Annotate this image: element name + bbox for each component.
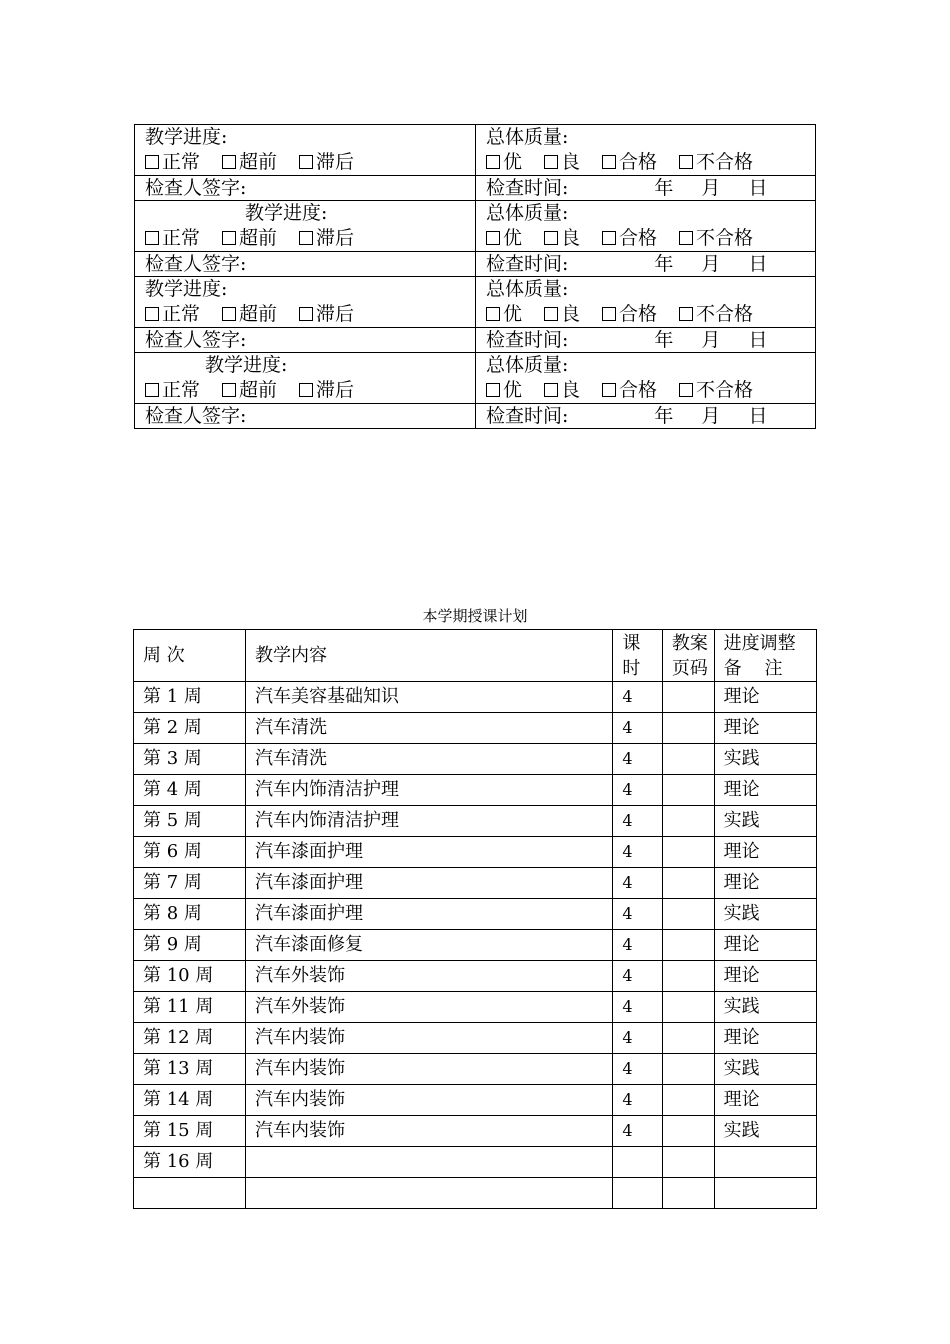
note-cell: 理论 xyxy=(714,682,816,713)
plan-row xyxy=(134,992,817,1023)
signer-cell[interactable] xyxy=(135,176,476,201)
checkbox-option[interactable] xyxy=(299,226,354,250)
inspection-sign-row xyxy=(135,404,816,429)
checkbox-icon[interactable] xyxy=(602,307,616,321)
week-cell xyxy=(134,1178,246,1209)
inspection-sign-row xyxy=(135,252,816,277)
progress-cell xyxy=(135,277,476,328)
check-time-cell[interactable] xyxy=(476,328,816,353)
plan-row xyxy=(134,930,817,961)
checkbox-option-label: 合格 xyxy=(619,227,658,249)
week-cell: 第 13 周 xyxy=(134,1054,246,1085)
checkbox-option[interactable] xyxy=(679,226,753,250)
checkbox-option[interactable] xyxy=(602,226,657,250)
checkbox-option[interactable] xyxy=(602,302,657,326)
hours-cell xyxy=(613,1147,663,1178)
page-cell xyxy=(662,1147,714,1178)
checkbox-option[interactable] xyxy=(299,150,354,174)
checkbox-option-label: 良 xyxy=(561,379,581,401)
note-cell: 实践 xyxy=(714,1116,816,1147)
header-hours-line1: 课 xyxy=(622,633,641,654)
checkbox-option-label: 不合格 xyxy=(696,379,754,401)
checkbox-option[interactable] xyxy=(544,302,580,326)
inspection-block-row xyxy=(135,201,816,252)
signer-cell[interactable] xyxy=(135,328,476,353)
year-label: 年 xyxy=(654,405,674,427)
checkbox-option-label: 优 xyxy=(503,303,523,325)
page-cell xyxy=(662,1023,714,1054)
signer-label: 检查人签字: xyxy=(145,253,247,275)
quality-label: 总体质量: xyxy=(486,126,569,148)
hours-cell: 4 xyxy=(613,682,663,713)
plan-row xyxy=(134,744,817,775)
note-cell: 实践 xyxy=(714,1054,816,1085)
content-cell: 汽车清洗 xyxy=(246,713,613,744)
plan-row xyxy=(134,1178,817,1209)
checkbox-option[interactable] xyxy=(544,150,580,174)
checkbox-icon[interactable] xyxy=(299,383,313,397)
plan-row xyxy=(134,1023,817,1054)
quality-options xyxy=(486,302,815,327)
week-cell: 第 9 周 xyxy=(134,930,246,961)
checkbox-option-label: 不合格 xyxy=(696,303,754,325)
week-cell: 第 1 周 xyxy=(134,682,246,713)
checkbox-icon[interactable] xyxy=(544,307,558,321)
checkbox-option-label: 合格 xyxy=(619,379,658,401)
week-cell: 第 7 周 xyxy=(134,868,246,899)
check-time-label: 检查时间: xyxy=(486,253,569,275)
checkbox-option-label: 滞后 xyxy=(316,227,355,249)
content-cell: 汽车清洗 xyxy=(246,744,613,775)
note-cell: 理论 xyxy=(714,868,816,899)
checkbox-option[interactable] xyxy=(145,302,200,326)
quality-cell xyxy=(476,201,816,252)
quality-label: 总体质量: xyxy=(486,354,569,376)
plan-row xyxy=(134,961,817,992)
plan-row xyxy=(134,1147,817,1178)
checkbox-icon[interactable] xyxy=(486,155,500,169)
note-cell: 理论 xyxy=(714,961,816,992)
page-cell xyxy=(662,899,714,930)
note-cell xyxy=(714,1147,816,1178)
checkbox-option-label: 优 xyxy=(503,151,523,173)
checkbox-icon[interactable] xyxy=(544,155,558,169)
week-cell: 第 6 周 xyxy=(134,837,246,868)
checkbox-option[interactable] xyxy=(145,378,200,402)
checkbox-option[interactable] xyxy=(602,378,657,402)
checkbox-option-label: 良 xyxy=(561,227,581,249)
quality-cell xyxy=(476,353,816,404)
check-time-cell[interactable] xyxy=(476,176,816,201)
quality-options xyxy=(486,226,815,251)
quality-label: 总体质量: xyxy=(486,202,569,224)
header-page-line1: 教案 xyxy=(671,633,708,654)
hours-cell: 4 xyxy=(613,868,663,899)
hours-cell xyxy=(613,1178,663,1209)
week-cell: 第 3 周 xyxy=(134,744,246,775)
checkbox-icon[interactable] xyxy=(222,231,236,245)
plan-row xyxy=(134,837,817,868)
checkbox-option[interactable] xyxy=(544,226,580,250)
checkbox-icon[interactable] xyxy=(602,383,616,397)
checkbox-option[interactable] xyxy=(145,150,200,174)
checkbox-icon[interactable] xyxy=(222,155,236,169)
progress-cell xyxy=(135,125,476,176)
checkbox-icon[interactable] xyxy=(222,383,236,397)
content-cell: 汽车漆面护理 xyxy=(246,868,613,899)
plan-row xyxy=(134,713,817,744)
page-cell xyxy=(662,961,714,992)
week-cell: 第 10 周 xyxy=(134,961,246,992)
week-cell: 第 4 周 xyxy=(134,775,246,806)
plan-row xyxy=(134,806,817,837)
year-label: 年 xyxy=(654,253,674,275)
note-cell: 理论 xyxy=(714,930,816,961)
header-page-line2: 页码 xyxy=(671,658,708,679)
page-cell xyxy=(662,1054,714,1085)
page-cell xyxy=(662,1116,714,1147)
checkbox-option-label: 滞后 xyxy=(316,303,355,325)
page-cell xyxy=(662,682,714,713)
content-cell: 汽车美容基础知识 xyxy=(246,682,613,713)
hours-cell: 4 xyxy=(613,1085,663,1116)
note-cell: 实践 xyxy=(714,744,816,775)
checkbox-option[interactable] xyxy=(222,150,277,174)
content-cell xyxy=(246,1147,613,1178)
page-cell xyxy=(662,930,714,961)
plan-title: 本学期授课计划 xyxy=(422,607,528,625)
checkbox-option-label: 超前 xyxy=(239,379,278,401)
checkbox-option-label: 正常 xyxy=(162,151,201,173)
checkbox-option[interactable] xyxy=(222,226,277,250)
progress-label: 教学进度: xyxy=(145,126,228,148)
inspection-body xyxy=(135,125,816,429)
checkbox-option-label: 正常 xyxy=(162,227,201,249)
check-time-label: 检查时间: xyxy=(486,329,569,351)
header-hours-line2: 时 xyxy=(622,658,641,679)
signer-cell[interactable] xyxy=(135,252,476,277)
checkbox-option[interactable] xyxy=(486,150,522,174)
plan-row xyxy=(134,899,817,930)
plan-row xyxy=(134,868,817,899)
checkbox-option[interactable] xyxy=(299,378,354,402)
note-cell: 实践 xyxy=(714,992,816,1023)
check-time-label: 检查时间: xyxy=(486,177,569,199)
quality-options xyxy=(486,150,815,175)
month-label: 月 xyxy=(701,405,721,427)
check-time-cell[interactable] xyxy=(476,252,816,277)
checkbox-icon[interactable] xyxy=(486,383,500,397)
week-cell: 第 2 周 xyxy=(134,713,246,744)
hours-cell: 4 xyxy=(613,899,663,930)
hours-cell: 4 xyxy=(613,837,663,868)
note-cell: 实践 xyxy=(714,899,816,930)
page-cell xyxy=(662,744,714,775)
content-cell: 汽车漆面护理 xyxy=(246,899,613,930)
inspection-sign-row xyxy=(135,176,816,201)
checkbox-option[interactable] xyxy=(486,378,522,402)
checkbox-option[interactable] xyxy=(544,378,580,402)
checkbox-option-label: 滞后 xyxy=(316,379,355,401)
checkbox-option-label: 合格 xyxy=(619,303,658,325)
content-cell xyxy=(246,1178,613,1209)
hours-cell: 4 xyxy=(613,775,663,806)
checkbox-option-label: 合格 xyxy=(619,151,658,173)
note-cell xyxy=(714,1178,816,1209)
page-cell xyxy=(662,775,714,806)
note-cell: 理论 xyxy=(714,1023,816,1054)
content-cell: 汽车内装饰 xyxy=(246,1054,613,1085)
quality-cell xyxy=(476,277,816,328)
check-time-cell[interactable] xyxy=(476,404,816,429)
content-cell: 汽车内饰清洁护理 xyxy=(246,806,613,837)
page-cell xyxy=(662,713,714,744)
signer-label: 检查人签字: xyxy=(145,329,247,351)
note-cell: 理论 xyxy=(714,1085,816,1116)
checkbox-icon[interactable] xyxy=(299,231,313,245)
header-hours xyxy=(613,630,663,682)
checkbox-option[interactable] xyxy=(222,378,277,402)
checkbox-option-label: 良 xyxy=(561,303,581,325)
inspection-table xyxy=(134,124,816,429)
plan-row xyxy=(134,682,817,713)
plan-row xyxy=(134,775,817,806)
plan-header-row xyxy=(134,630,817,682)
hours-cell: 4 xyxy=(613,1023,663,1054)
plan-row xyxy=(134,1085,817,1116)
checkbox-option[interactable] xyxy=(679,378,753,402)
header-page xyxy=(662,630,714,682)
inspection-sign-row xyxy=(135,328,816,353)
checkbox-option-label: 正常 xyxy=(162,379,201,401)
page-cell xyxy=(662,1178,714,1209)
note-cell: 理论 xyxy=(714,837,816,868)
year-label: 年 xyxy=(654,177,674,199)
checkbox-option[interactable] xyxy=(145,226,200,250)
checkbox-icon[interactable] xyxy=(145,231,159,245)
checkbox-option[interactable] xyxy=(602,150,657,174)
header-content: 教学内容 xyxy=(246,630,613,682)
hours-cell: 4 xyxy=(613,961,663,992)
note-cell: 理论 xyxy=(714,775,816,806)
checkbox-icon[interactable] xyxy=(299,155,313,169)
checkbox-option-label: 不合格 xyxy=(696,227,754,249)
header-week: 周 次 xyxy=(134,630,246,682)
checkbox-option-label: 超前 xyxy=(239,151,278,173)
checkbox-icon[interactable] xyxy=(486,231,500,245)
hours-cell: 4 xyxy=(613,744,663,775)
week-cell: 第 12 周 xyxy=(134,1023,246,1054)
checkbox-option[interactable] xyxy=(679,150,753,174)
progress-cell xyxy=(135,201,476,252)
note-cell: 理论 xyxy=(714,713,816,744)
checkbox-option-label: 不合格 xyxy=(696,151,754,173)
checkbox-icon[interactable] xyxy=(544,231,558,245)
day-label: 日 xyxy=(748,329,768,351)
content-cell: 汽车内装饰 xyxy=(246,1023,613,1054)
page-cell xyxy=(662,837,714,868)
checkbox-option-label: 正常 xyxy=(162,303,201,325)
inspection-block-row xyxy=(135,353,816,404)
header-note-line2: 备 注 xyxy=(723,658,783,679)
progress-options xyxy=(145,378,475,403)
hours-cell: 4 xyxy=(613,992,663,1023)
hours-cell: 4 xyxy=(613,806,663,837)
week-cell: 第 8 周 xyxy=(134,899,246,930)
plan-row xyxy=(134,1054,817,1085)
checkbox-option-label: 良 xyxy=(561,151,581,173)
progress-options xyxy=(145,226,475,251)
checkbox-option[interactable] xyxy=(486,226,522,250)
checkbox-icon[interactable] xyxy=(544,383,558,397)
checkbox-icon[interactable] xyxy=(222,307,236,321)
progress-cell xyxy=(135,353,476,404)
quality-label: 总体质量: xyxy=(486,278,569,300)
plan-body xyxy=(134,682,817,1209)
header-note-line1: 进度调整 xyxy=(723,633,796,654)
checkbox-option[interactable] xyxy=(299,302,354,326)
day-label: 日 xyxy=(748,177,768,199)
quality-cell xyxy=(476,125,816,176)
page-cell xyxy=(662,806,714,837)
hours-cell: 4 xyxy=(613,1116,663,1147)
check-time-label: 检查时间: xyxy=(486,405,569,427)
checkbox-icon[interactable] xyxy=(679,383,693,397)
progress-label: 教学进度: xyxy=(245,202,328,224)
checkbox-icon[interactable] xyxy=(679,307,693,321)
checkbox-option-label: 滞后 xyxy=(316,151,355,173)
header-note xyxy=(714,630,816,682)
content-cell: 汽车外装饰 xyxy=(246,992,613,1023)
checkbox-option[interactable] xyxy=(486,302,522,326)
checkbox-option[interactable] xyxy=(679,302,753,326)
month-label: 月 xyxy=(701,253,721,275)
progress-options xyxy=(145,150,475,175)
inspection-block-row xyxy=(135,277,816,328)
checkbox-icon[interactable] xyxy=(679,231,693,245)
signer-label: 检查人签字: xyxy=(145,177,247,199)
checkbox-option-label: 优 xyxy=(503,227,523,249)
quality-options xyxy=(486,378,815,403)
content-cell: 汽车漆面护理 xyxy=(246,837,613,868)
hours-cell: 4 xyxy=(613,930,663,961)
day-label: 日 xyxy=(748,405,768,427)
checkbox-icon[interactable] xyxy=(602,155,616,169)
week-cell: 第 11 周 xyxy=(134,992,246,1023)
hours-cell: 4 xyxy=(613,1054,663,1085)
checkbox-icon[interactable] xyxy=(145,155,159,169)
checkbox-option-label: 优 xyxy=(503,379,523,401)
checkbox-option[interactable] xyxy=(222,302,277,326)
progress-label: 教学进度: xyxy=(205,354,288,376)
checkbox-icon[interactable] xyxy=(145,383,159,397)
page-cell xyxy=(662,868,714,899)
page-cell xyxy=(662,1085,714,1116)
progress-label: 教学进度: xyxy=(145,278,228,300)
content-cell: 汽车外装饰 xyxy=(246,961,613,992)
week-cell: 第 5 周 xyxy=(134,806,246,837)
checkbox-icon[interactable] xyxy=(602,231,616,245)
progress-options xyxy=(145,302,475,327)
month-label: 月 xyxy=(701,177,721,199)
teaching-plan-table xyxy=(133,629,817,1209)
checkbox-icon[interactable] xyxy=(486,307,500,321)
week-cell: 第 15 周 xyxy=(134,1116,246,1147)
week-cell: 第 14 周 xyxy=(134,1085,246,1116)
week-cell: 第 16 周 xyxy=(134,1147,246,1178)
checkbox-icon[interactable] xyxy=(299,307,313,321)
plan-row xyxy=(134,1116,817,1147)
hours-cell: 4 xyxy=(613,713,663,744)
month-label: 月 xyxy=(701,329,721,351)
checkbox-option-label: 超前 xyxy=(239,227,278,249)
content-cell: 汽车内装饰 xyxy=(246,1116,613,1147)
signer-label: 检查人签字: xyxy=(145,405,247,427)
checkbox-icon[interactable] xyxy=(145,307,159,321)
day-label: 日 xyxy=(748,253,768,275)
note-cell: 实践 xyxy=(714,806,816,837)
content-cell: 汽车内饰清洁护理 xyxy=(246,775,613,806)
inspection-block-row xyxy=(135,125,816,176)
content-cell: 汽车内装饰 xyxy=(246,1085,613,1116)
page-cell xyxy=(662,992,714,1023)
signer-cell[interactable] xyxy=(135,404,476,429)
checkbox-icon[interactable] xyxy=(679,155,693,169)
content-cell: 汽车漆面修复 xyxy=(246,930,613,961)
checkbox-option-label: 超前 xyxy=(239,303,278,325)
year-label: 年 xyxy=(654,329,674,351)
